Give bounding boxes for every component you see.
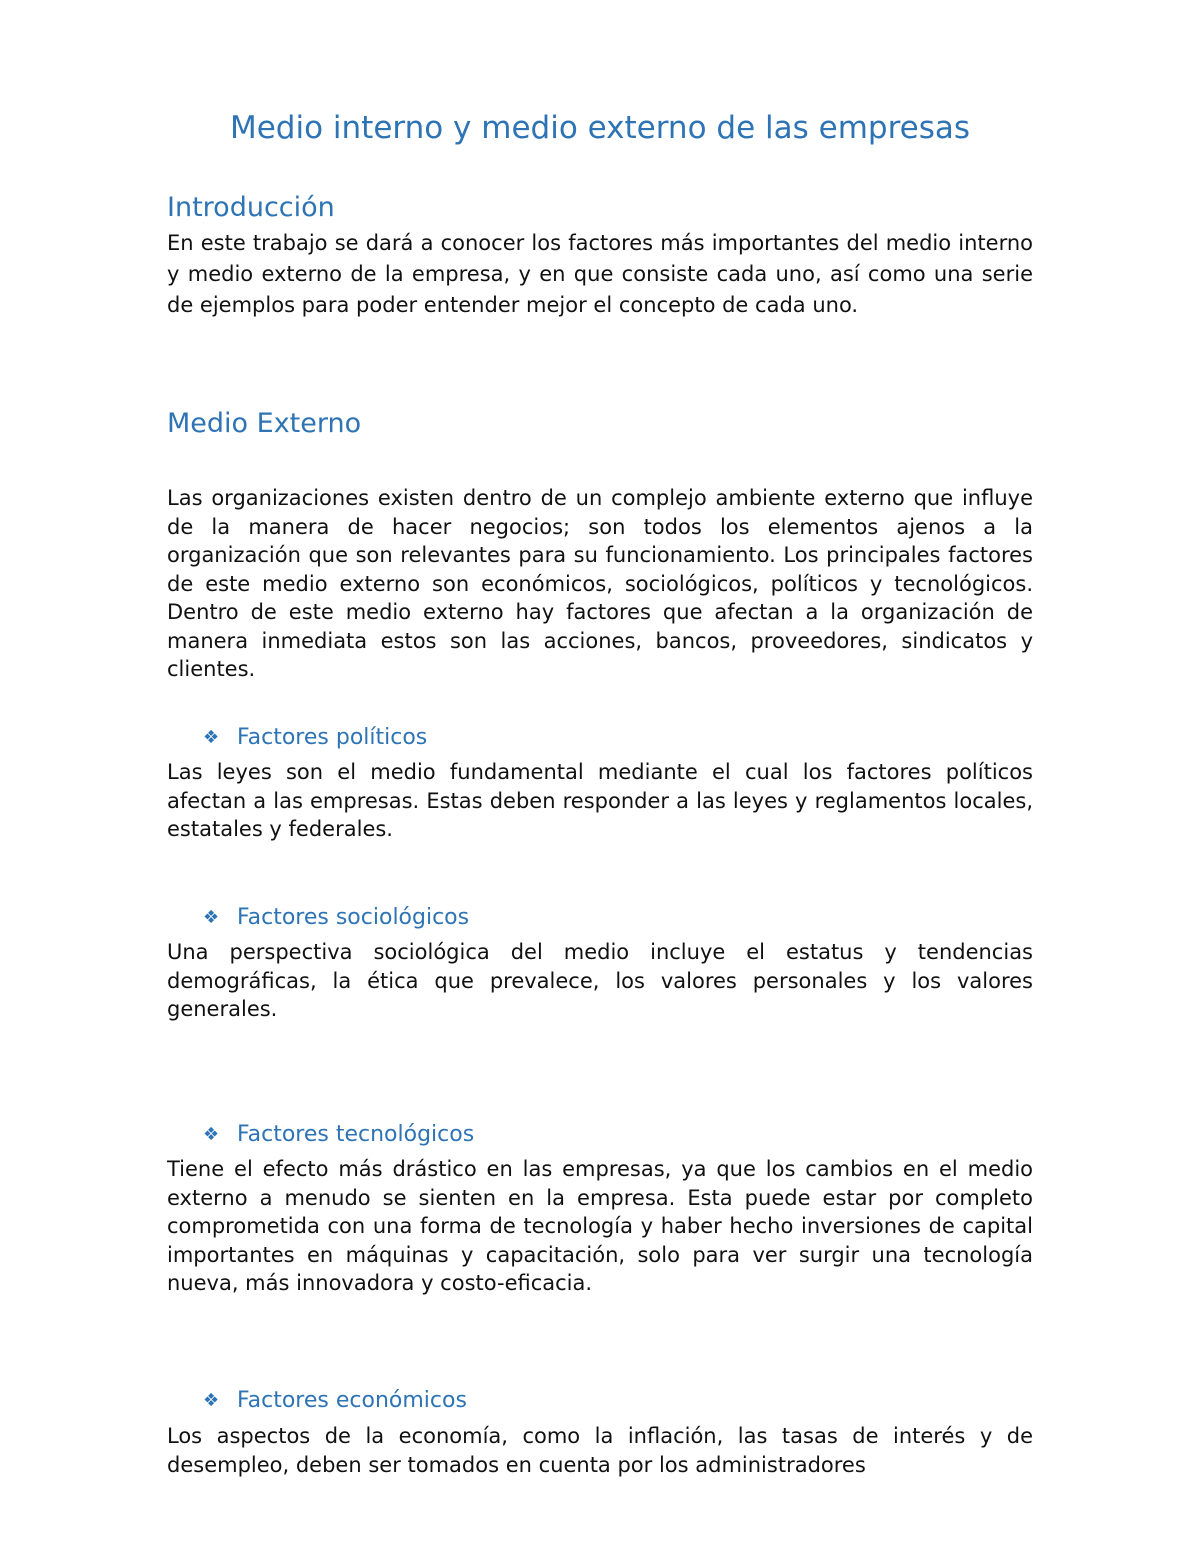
factor-heading-economicos — [203, 1386, 467, 1416]
factor-heading-tecnologicos — [203, 1120, 474, 1150]
factor-heading-label: Factores tecnológicos — [237, 1122, 475, 1147]
factor-paragraph-tecnologicos: Tiene el efecto más drástico en las empresas, ya que los cambios en el medio externo a menudo se sienten en la empresa. Esta puede estar por completo comprometida con una forma de tecnología y haber hecho inversiones de capital importantes en máquinas y capacitación, solo para ver surgir una tecnología nueva, más innovadora y costo-eficacia. — [167, 1157, 1033, 1295]
factor-paragraph-economicos: Los aspectos de la economía, como la inflación, las tasas de interés y de desempleo, deben ser tomados en cuenta por los administradores — [167, 1424, 1033, 1477]
external-heading: Medio Externo — [167, 408, 362, 439]
factor-heading-politicos — [203, 723, 427, 753]
factor-paragraph-politicos: Las leyes son el medio fundamental mediante el cual los factores políticos afectan a las empresas. Estas deben responder a las leyes y reglamentos locales, estatales y federales. — [167, 760, 1033, 841]
diamond-bullet-icon: ❖ — [203, 727, 220, 748]
diamond-bullet-icon: ❖ — [203, 1124, 220, 1145]
factor-heading-sociologicos — [203, 903, 469, 933]
intro-paragraph: En este trabajo se dará a conocer los factores más importantes del medio interno y medio externo de la empresa, y en que consiste cada uno, así como una serie de ejemplos para poder entender mejor el concepto de cada uno. — [167, 231, 1033, 317]
factor-heading-label: Factores sociológicos — [237, 905, 470, 930]
diamond-bullet-icon: ❖ — [203, 1390, 220, 1411]
factor-heading-label: Factores económicos — [237, 1388, 467, 1413]
factor-heading-label: Factores políticos — [237, 725, 428, 750]
external-paragraph: Las organizaciones existen dentro de un complejo ambiente externo que influye de la manera de hacer negocios; son todos los elementos ajenos a la organización que son relevantes para su funcionamiento. Los principales factores de este medio externo son económicos, sociológicos, políticos y tecnológicos. Dentro de este medio externo hay factores que afectan a la organización de manera inmediata estos son las acciones, bancos, proveedores, sindicatos y clientes. — [167, 486, 1033, 681]
factor-paragraph-sociologicos: Una perspectiva sociológica del medio incluye el estatus y tendencias demográficas, la ética que prevalece, los valores personales y los valores generales. — [167, 940, 1033, 1021]
diamond-bullet-icon: ❖ — [203, 907, 220, 928]
document-title: Medio interno y medio externo de las empresas — [229, 110, 971, 146]
intro-heading: Introducción — [167, 192, 335, 223]
